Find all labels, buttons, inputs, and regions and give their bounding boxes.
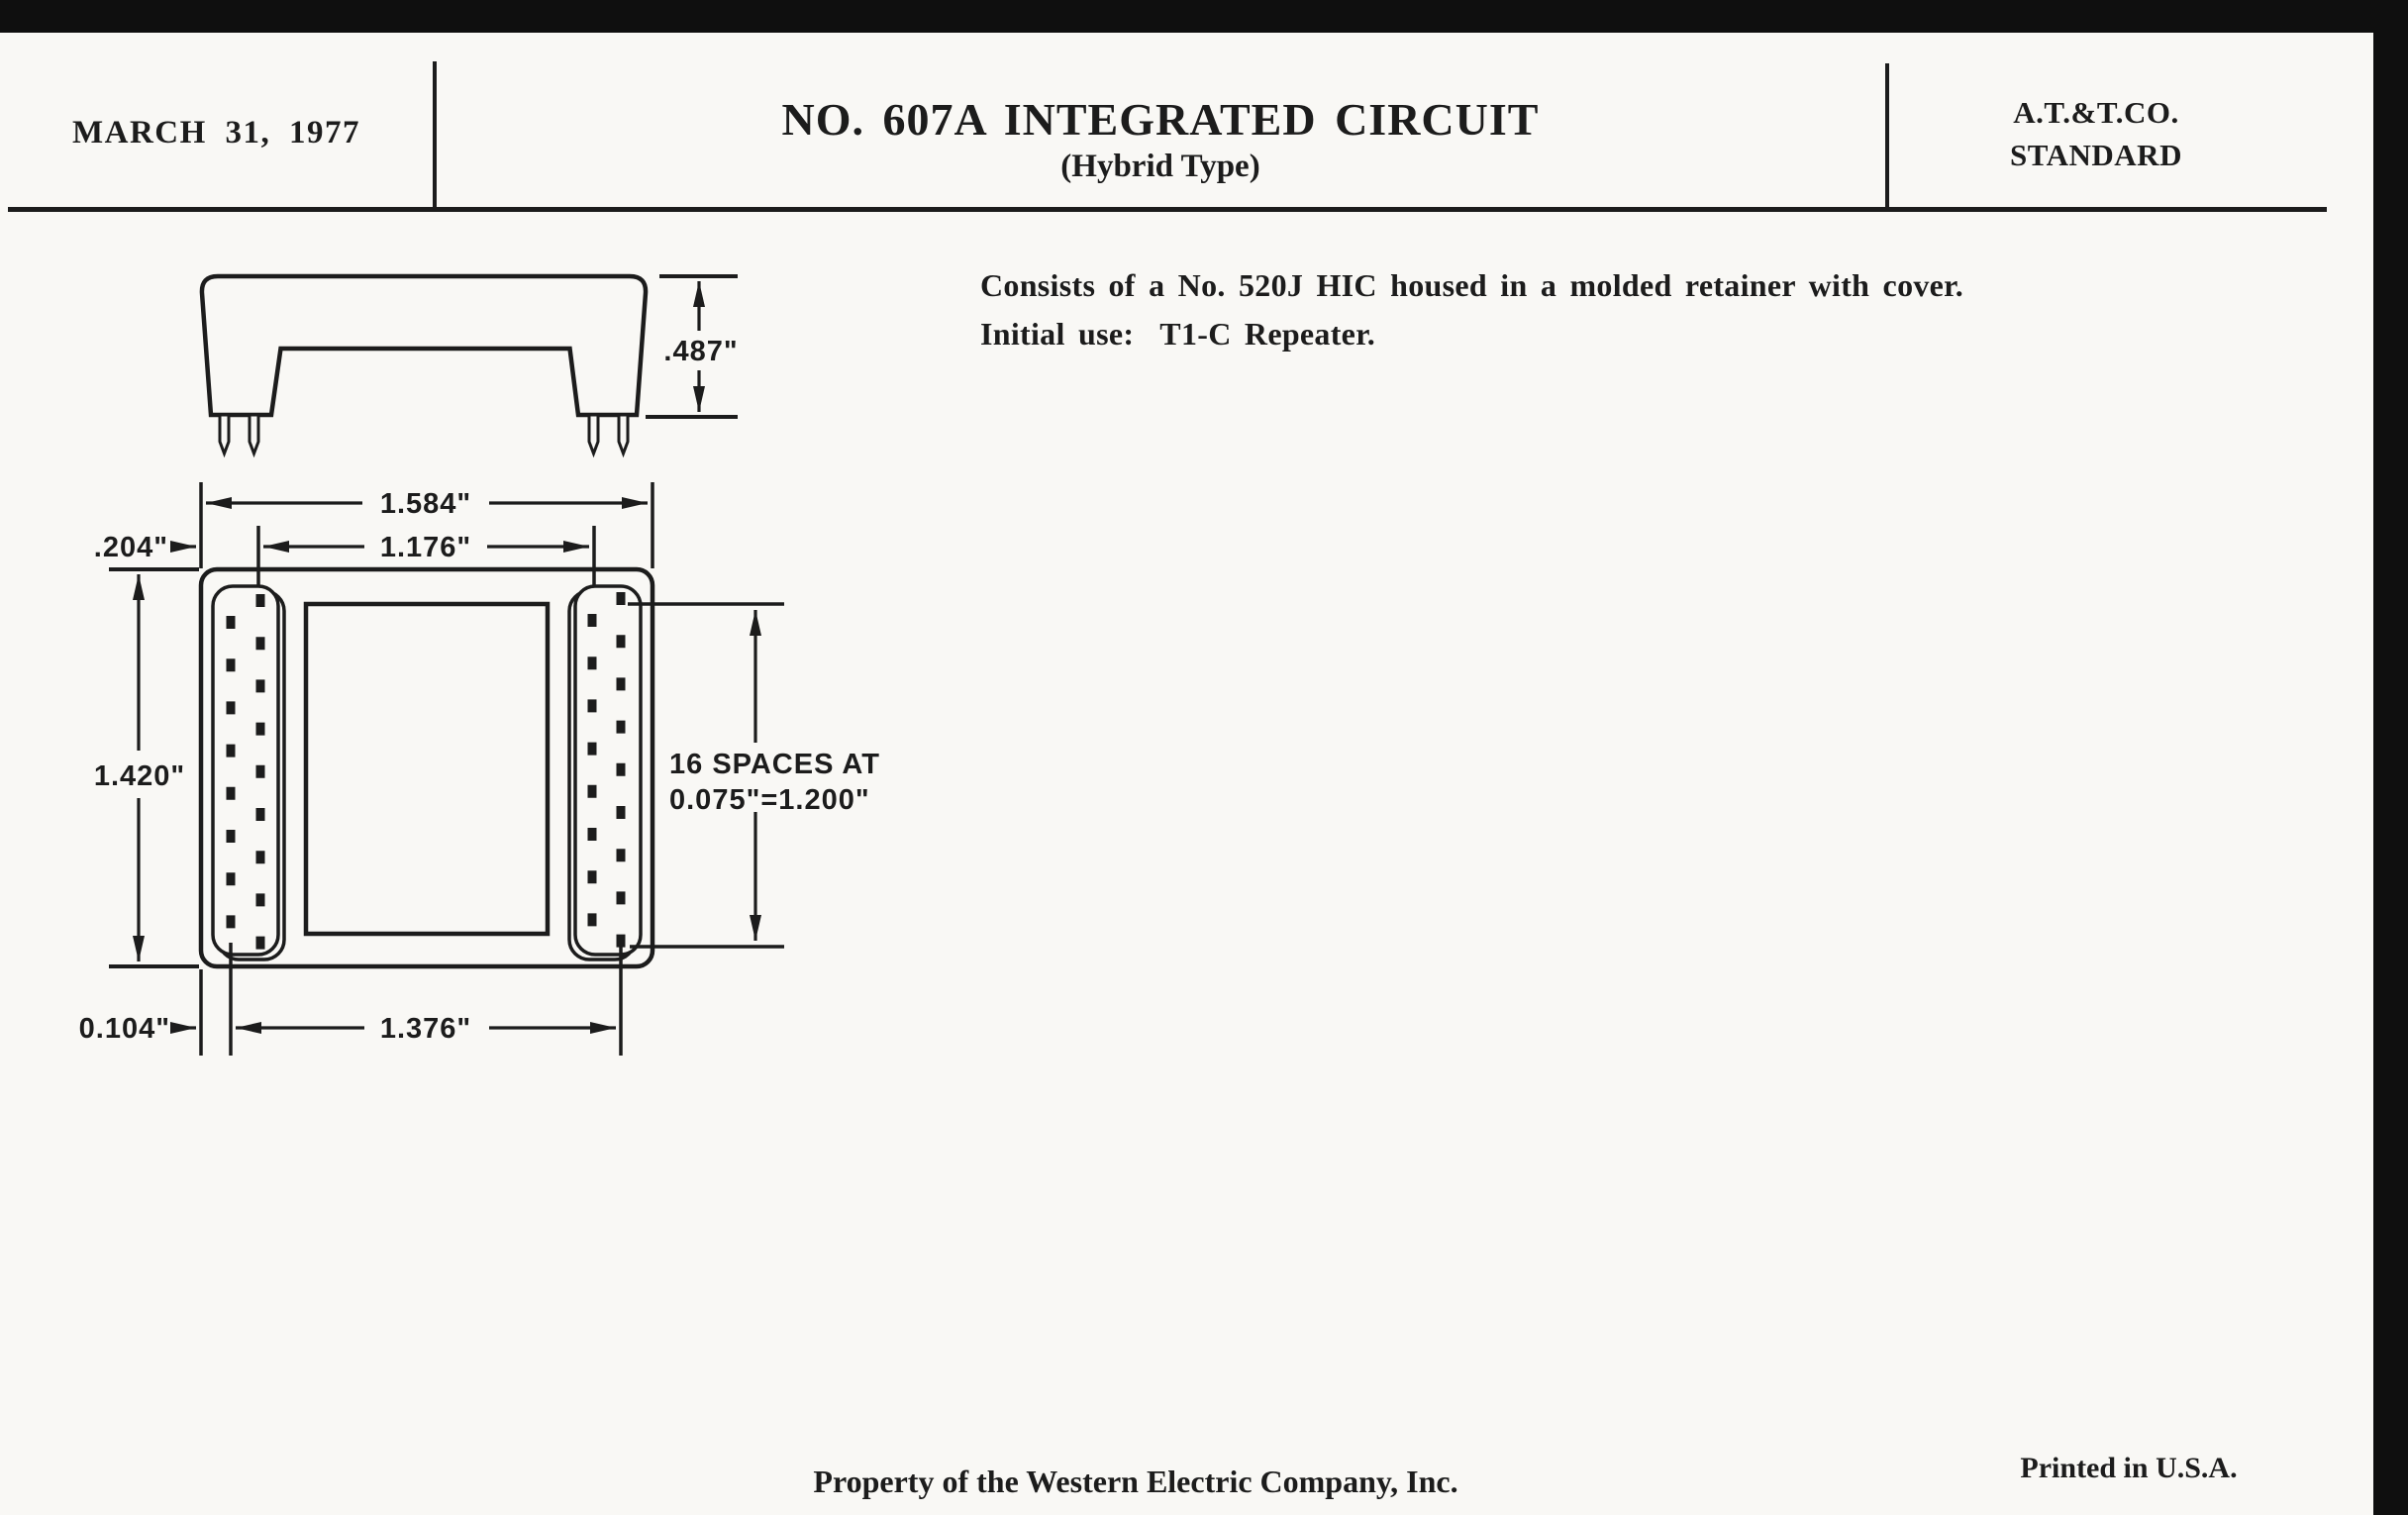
footer-printed-notice: Printed in U.S.A. — [2020, 1452, 2238, 1484]
dim-label-spaces-1: 16 SPACES AT — [669, 749, 880, 780]
page-subtitle: (Hybrid Type) — [1060, 149, 1260, 184]
dim-label-1376: 1.376" — [379, 1013, 472, 1045]
substrate-outline — [306, 604, 548, 934]
dim-label-1176: 1.176" — [379, 532, 472, 563]
dim-label-spaces-2: 0.075"=1.200" — [669, 784, 870, 816]
left-pad-strip — [213, 586, 278, 955]
footer-property-notice: Property of the Western Electric Company, Inc. — [813, 1464, 1458, 1499]
plan-view — [201, 569, 652, 966]
right-pad-strip — [575, 586, 641, 955]
org-line1: A.T.&T.CO. — [2013, 95, 2179, 130]
dim-label-1584: 1.584" — [379, 488, 472, 520]
pin — [589, 415, 598, 454]
dim-label-0104: 0.104" — [78, 1013, 170, 1045]
dim-label-487: .487" — [663, 336, 739, 367]
pin — [220, 415, 229, 454]
page-title: NO. 607A INTEGRATED CIRCUIT — [781, 94, 1540, 145]
dim-label-1420: 1.420" — [93, 760, 186, 792]
side-view — [202, 276, 646, 454]
org-line2: STANDARD — [2010, 138, 2182, 172]
dim-label-204: .204" — [93, 532, 168, 563]
pin — [619, 415, 628, 454]
description-line1: Consists of a No. 520J HIC housed in a molded retainer with cover. — [980, 267, 1964, 303]
pin — [250, 415, 258, 454]
description-line2: Initial use: T1-C Repeater. — [980, 316, 1376, 352]
cover-outline — [202, 276, 646, 415]
header-date: MARCH 31, 1977 — [72, 115, 361, 151]
